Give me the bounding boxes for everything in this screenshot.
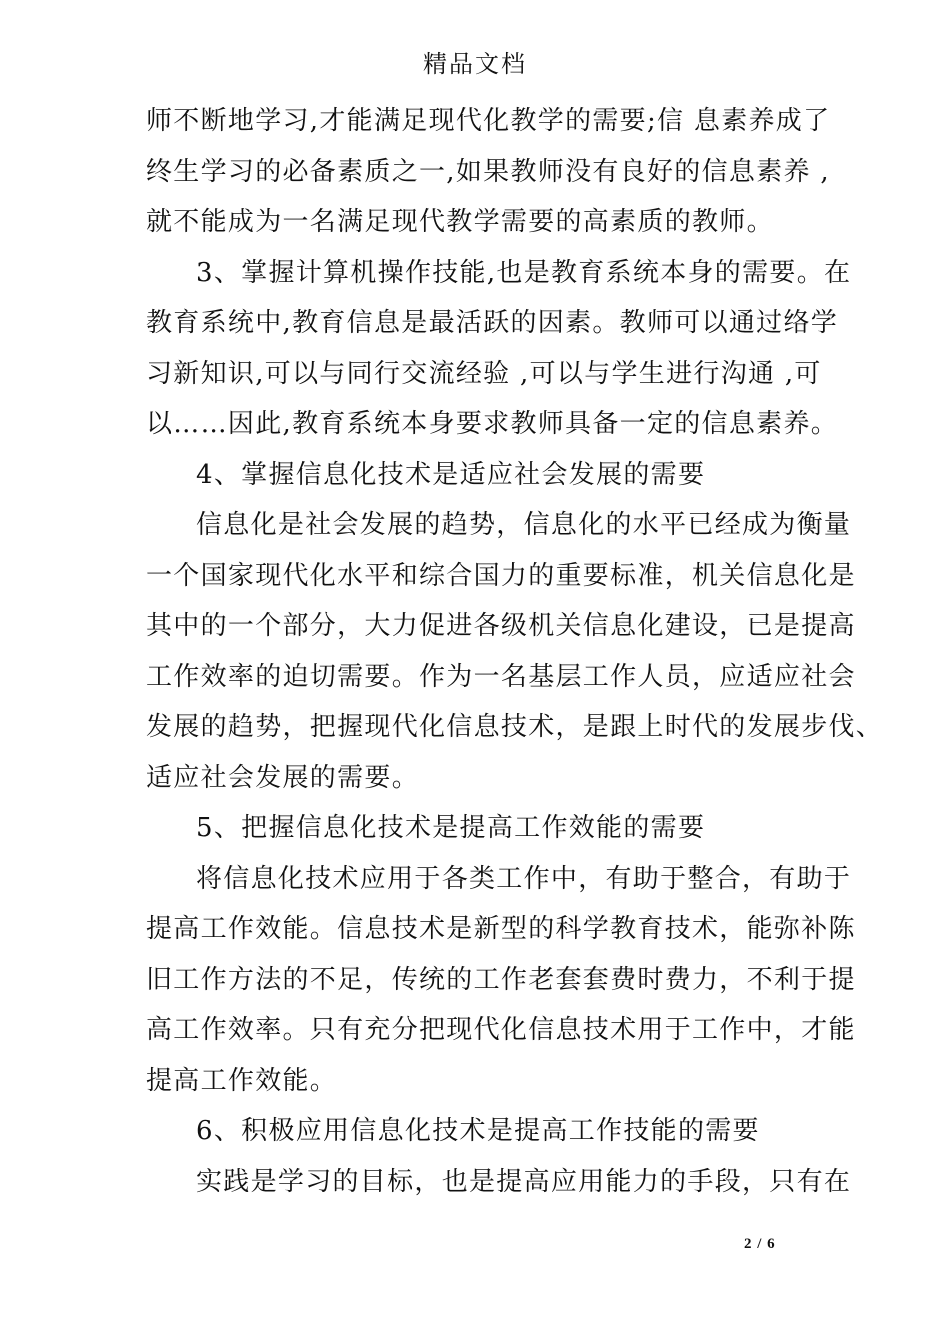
text-line: 就不能成为一名满足现代教学需要的高素质的教师。 (146, 207, 774, 237)
document-body (146, 96, 884, 1207)
text-line: 终生学习的必备素质之一,如果教师没有良好的信息素养 , (146, 156, 830, 187)
text-line: 3、掌握计算机操作技能,也是教育系统本身的需要。在 (196, 257, 852, 288)
text-line: 实践是学习的目标，也是提高应用能力的手段，只有在 (196, 1166, 852, 1197)
text-line: 提高工作效能。 (146, 1065, 338, 1096)
text-line: 习新知识,可以与同行交流经验 ,可以与学生进行沟通 ,可 (146, 358, 822, 389)
text-line: 信息化是社会发展的趋势，信息化的水平已经成为衡量 (196, 510, 852, 540)
section-heading: 6、积极应用信息化技术是提高工作技能的需要 (196, 1116, 760, 1146)
text-line: 将信息化技术应用于各类工作中，有助于整合，有助于 (196, 863, 852, 894)
text-line: 高工作效率。只有充分把现代化信息技术用于工作中，才能 (146, 1015, 856, 1045)
section-heading: 4、掌握信息化技术是适应社会发展的需要 (196, 459, 706, 490)
text-line: 发展的趋势，把握现代化信息技术，是跟上时代的发展步伐、 (146, 712, 884, 742)
text-line: 工作效率的迫切需要。作为一名基层工作人员，应适应社会 (146, 661, 856, 692)
section-heading: 5、把握信息化技术是提高工作效能的需要 (196, 813, 706, 843)
text-line: 旧工作方法的不足，传统的工作老套套费时费力，不利于提 (146, 964, 856, 995)
text-line: 适应社会发展的需要。 (146, 762, 420, 793)
text-line: 提高工作效能。信息技术是新型的科学教育技术，能弥补陈 (146, 914, 856, 944)
page-number: 2 / 6 (744, 1236, 776, 1252)
text-line: 教育系统中,教育信息是最活跃的因素。教师可以通过络学 (146, 308, 839, 338)
text-line: 师不断地学习,才能满足现代化教学的需要;信 息素养成了 (146, 106, 831, 136)
text-line: 其中的一个部分，大力促进各级机关信息化建设，已是提高 (146, 611, 856, 641)
text-line: 一个国家现代化水平和综合国力的重要标准，机关信息化是 (146, 560, 856, 591)
text-line: 以……因此,教育系统本身要求教师具备一定的信息素养。 (146, 409, 839, 439)
page-header-title: 精品文档 (423, 50, 527, 78)
